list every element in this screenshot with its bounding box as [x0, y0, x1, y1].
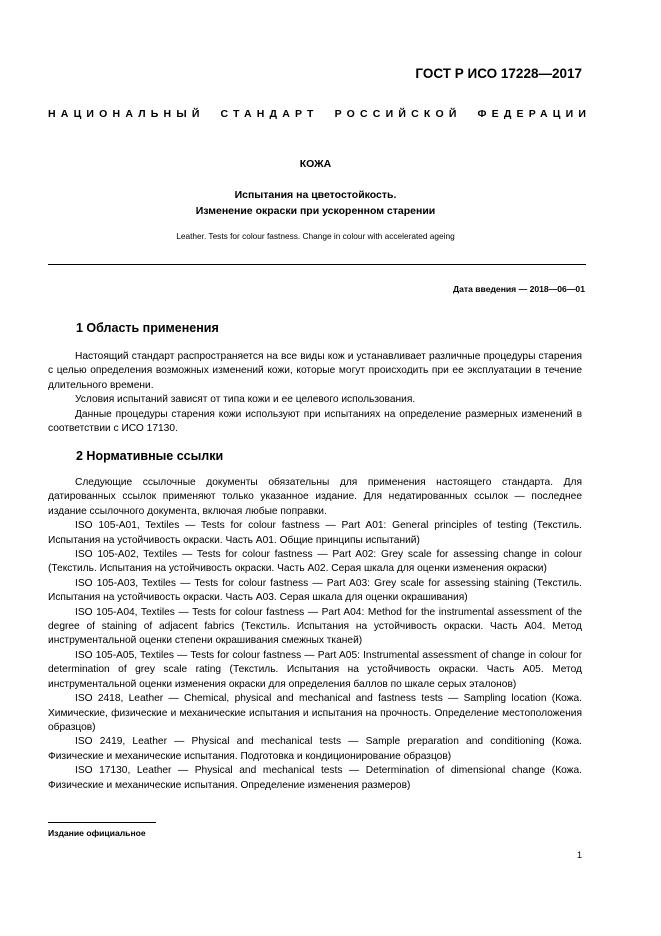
national-standard-banner — [48, 108, 592, 120]
subtitle-line: Испытания на цветостойкость. — [234, 189, 397, 201]
reference-entry: ISO 2418, Leather — Chemical, physical and mechanical and fastness tests — Sampling location (Кожа. Химические, физические и механические испытания и испытания на прочность. Определение местоположения образцов) — [48, 693, 582, 733]
standard-designation: ГОСТ Р ИСО 17228—2017 — [415, 66, 582, 81]
banner-word: РОССИЙСКОЙ — [334, 108, 462, 120]
document-subtitle — [0, 187, 631, 219]
banner-word: НАЦИОНАЛЬНЫЙ — [48, 108, 205, 120]
footer-divider — [48, 822, 156, 823]
reference-entry: ISO 17130, Leather — Physical and mechanical tests — Determination of dimensional change (Кожа. Физические и механические испытания. Определение изменения размеров) — [48, 765, 582, 791]
reference-entry: ISO 105-A04, Textiles — Tests for colour fastness — Part A04: Method for the instrumental assessment of the degree of staining of adjacent fabrics (Текстиль. Испытания на устойчивость окраски. Часть A04. Метод инструментальной оценки степени окрашивания смежных тканей) — [48, 606, 582, 647]
title-divider — [48, 264, 586, 265]
paragraph: Условия испытаний зависят от типа кожи и ее целевого использования. — [75, 394, 416, 406]
section-body-scope — [48, 350, 582, 436]
subtitle-line: Изменение окраски при ускоренном старении — [195, 205, 436, 217]
paragraph: Следующие ссылочные документы обязательны для применения настоящего стандарта. Для датированных ссылок применяют только указанное издание. Для недатированных ссылок — последнее издание ссылочного документа, включая любые поправки. — [48, 477, 582, 517]
reference-entry: ISO 105-A05, Textiles — Tests for colour fastness — Part A05: Instrumental assessment of change in colour for determination of grey scale rating (Текстиль. Испытания на устойчивость окраски. Часть A05. Метод инструментальной оценки изменения окраски для определения баллов по шкале серых эталонов) — [48, 649, 582, 690]
reference-entry: ISO 105-A02, Textiles — Tests for colour fastness — Part A02: Grey scale for assessing change in colour (Текстиль. Испытания на устойчивость окраски. Часть A02. Серая шкала для оценки изменения окраски) — [48, 549, 582, 575]
reference-entry: ISO 2419, Leather — Physical and mechanical tests — Sample preparation and conditioning (Кожа. Физические и механические испытания. Подготовка и кондиционирование образцов) — [48, 736, 582, 762]
reference-entry: ISO 105-A01, Textiles — Tests for colour fastness — Part A01: General principles of testing (Текстиль. Испытания на устойчивость окраски. Часть A01. Общие принципы испытаний) — [48, 520, 582, 546]
paragraph: Настоящий стандарт распространяется на все виды кож и устанавливает различные процедуры старения с целью определения возможных изменений кожи, которые могут происходить при ее эксплуатации в течение длительного времени. — [48, 351, 582, 391]
section-heading-scope: 1 Область применения — [76, 321, 219, 335]
official-edition-note: Издание официальное — [48, 828, 146, 838]
section-body-normative-references — [48, 476, 582, 793]
banner-word: СТАНДАРТ — [220, 108, 319, 120]
introduction-date: Дата введения — 2018—06—01 — [452, 284, 585, 294]
section-heading-normative-references: 2 Нормативные ссылки — [76, 449, 224, 463]
english-title: Leather. Tests for colour fastness. Change in colour with accelerated ageing — [176, 231, 455, 241]
document-title: КОЖА — [299, 158, 332, 170]
paragraph: Данные процедуры старения кожи используют при испытаниях на определение размерных изменений в соответствии с ИСО 17130. — [48, 408, 582, 435]
reference-entry: ISO 105-A03, Textiles — Tests for colour fastness — Part A03: Grey scale for assessing staining (Текстиль. Испытания на устойчивость окраски. Часть A03. Серая шкала для оценки окрашивания) — [48, 577, 582, 604]
banner-word: ФЕДЕРАЦИИ — [477, 108, 592, 120]
page-number: 1 — [576, 850, 582, 860]
